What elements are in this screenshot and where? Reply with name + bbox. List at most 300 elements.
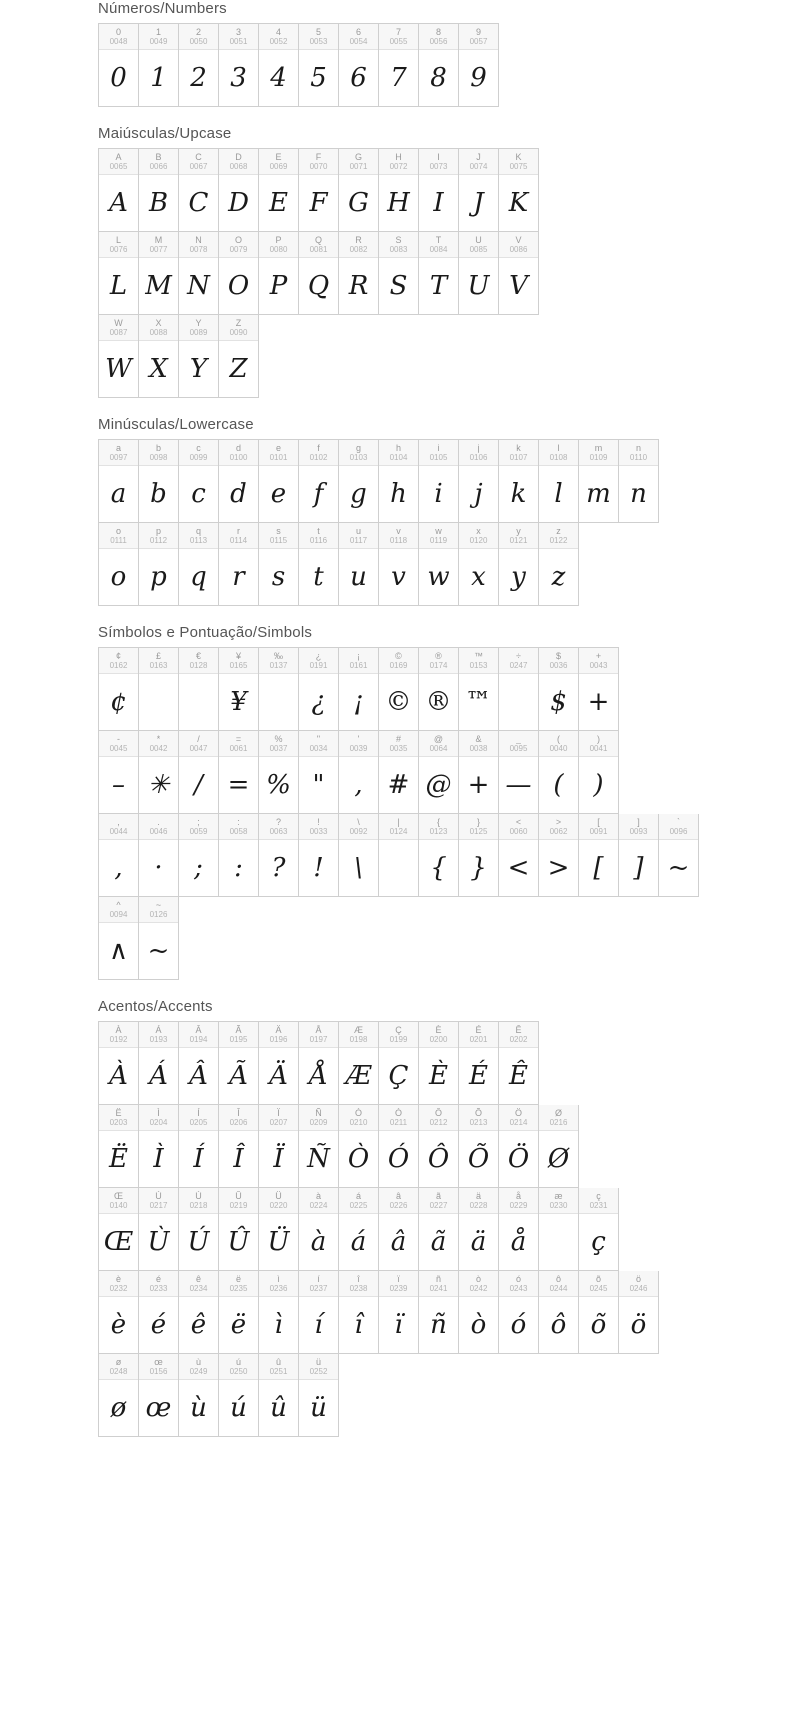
glyph-cell[interactable]	[419, 24, 459, 107]
glyph-cell[interactable]	[299, 648, 339, 731]
glyph-cell[interactable]	[419, 1271, 459, 1354]
glyph-cell[interactable]	[139, 149, 179, 232]
glyph-code-label: 0113	[189, 536, 208, 545]
glyph-cell[interactable]	[99, 648, 139, 731]
glyph-cell[interactable]	[139, 24, 179, 107]
glyph-preview	[219, 757, 258, 813]
glyph-code-label: 0105	[429, 453, 448, 462]
glyph-code-label: 0104	[389, 453, 408, 462]
glyph-cell[interactable]	[179, 648, 219, 731]
glyph-cell[interactable]	[459, 149, 499, 232]
glyph-cell-header	[379, 1105, 418, 1131]
glyph-code-label: 0067	[189, 162, 208, 171]
glyph-cell[interactable]	[539, 814, 579, 897]
glyph-cell-header	[379, 24, 418, 50]
glyph-character-label: ÷	[516, 651, 521, 661]
glyph-cell[interactable]	[499, 1105, 539, 1188]
glyph-character-label: Î	[237, 1108, 240, 1118]
glyph-code-label: 0241	[429, 1284, 448, 1293]
glyph-cell[interactable]	[179, 315, 219, 398]
glyph-cell[interactable]	[339, 440, 379, 523]
glyph-character-label: +	[595, 651, 602, 661]
glyph-cell[interactable]	[179, 149, 219, 232]
glyph-cell[interactable]	[179, 232, 219, 315]
glyph-cell[interactable]	[99, 440, 139, 523]
glyph-code-label: 0089	[189, 328, 208, 337]
glyph-character-label: I	[437, 152, 440, 162]
glyph-character-label: S	[395, 235, 402, 245]
glyph-cell[interactable]	[219, 1105, 259, 1188]
glyph-cell-header	[459, 1105, 498, 1131]
glyph-cell-header	[259, 814, 298, 840]
glyph-preview	[179, 1214, 218, 1270]
glyph-cell[interactable]	[579, 1271, 619, 1354]
glyph-sample: <	[507, 853, 530, 883]
glyph-cell[interactable]	[179, 24, 219, 107]
glyph-cell[interactable]	[259, 1354, 299, 1437]
glyph-code-label: 0106	[469, 453, 488, 462]
glyph-cell[interactable]	[179, 1022, 219, 1105]
glyph-cell[interactable]	[139, 897, 179, 980]
glyph-cell[interactable]	[99, 897, 139, 980]
glyph-cell-header	[459, 24, 498, 50]
glyph-cell[interactable]	[219, 1271, 259, 1354]
glyph-cell[interactable]	[379, 24, 419, 107]
glyph-cell[interactable]	[379, 1271, 419, 1354]
glyph-cell[interactable]	[179, 814, 219, 897]
glyph-cell[interactable]	[339, 149, 379, 232]
glyph-cell[interactable]	[659, 814, 699, 897]
glyph-cell-header	[459, 1188, 498, 1214]
glyph-sample: S	[389, 271, 408, 301]
glyph-cell[interactable]	[339, 731, 379, 814]
glyph-cell[interactable]	[99, 731, 139, 814]
glyph-cell[interactable]	[459, 814, 499, 897]
glyph-preview	[339, 1131, 378, 1187]
glyph-cell[interactable]	[379, 149, 419, 232]
glyph-character-label: Ø	[554, 1108, 562, 1118]
glyph-cell[interactable]	[139, 1271, 179, 1354]
glyph-preview	[339, 1297, 378, 1353]
glyph-code-label: 0224	[309, 1201, 328, 1210]
glyph-character-label: £	[155, 651, 161, 661]
glyph-cell[interactable]	[539, 1188, 579, 1271]
glyph-cell-header	[219, 440, 258, 466]
glyph-sample: á	[350, 1227, 367, 1257]
glyph-code-label: 0072	[389, 162, 408, 171]
glyph-cell[interactable]	[459, 24, 499, 107]
glyph-cell[interactable]	[419, 731, 459, 814]
glyph-preview	[99, 549, 138, 605]
glyph-cell[interactable]	[419, 814, 459, 897]
glyph-cell[interactable]	[379, 232, 419, 315]
glyph-character-label: ¥	[235, 651, 241, 661]
glyph-cell[interactable]	[339, 1271, 379, 1354]
glyph-sample: ñ	[430, 1310, 447, 1340]
glyph-cell-header	[379, 731, 418, 757]
glyph-cell[interactable]	[459, 648, 499, 731]
glyph-cell[interactable]	[499, 814, 539, 897]
glyph-cell[interactable]	[179, 731, 219, 814]
glyph-character-label: 9	[475, 27, 481, 37]
glyph-cell[interactable]	[99, 315, 139, 398]
glyph-cell[interactable]	[139, 731, 179, 814]
glyph-cell-header	[179, 1022, 218, 1048]
glyph-code-label: 0082	[349, 245, 368, 254]
glyph-cell[interactable]	[179, 523, 219, 606]
glyph-cell[interactable]	[339, 523, 379, 606]
glyph-cell[interactable]	[419, 440, 459, 523]
glyph-character-label: Ó	[394, 1108, 402, 1118]
glyph-cell[interactable]	[299, 24, 339, 107]
glyph-code-label: 0126	[149, 910, 168, 919]
glyph-character-label: M	[154, 235, 163, 245]
glyph-cell[interactable]	[499, 1022, 539, 1105]
glyph-cell[interactable]	[219, 149, 259, 232]
glyph-preview	[499, 1214, 538, 1270]
glyph-code-label: 0244	[549, 1284, 568, 1293]
glyph-cell[interactable]	[259, 523, 299, 606]
glyph-cell[interactable]	[99, 814, 139, 897]
glyph-cell[interactable]	[219, 648, 259, 731]
glyph-code-label: 0163	[149, 661, 168, 670]
glyph-cell[interactable]	[499, 648, 539, 731]
glyph-code-label: 0096	[669, 827, 688, 836]
glyph-character-label: P	[275, 235, 282, 245]
glyph-cell-header	[339, 440, 378, 466]
glyph-character-label: |	[397, 817, 400, 827]
glyph-character-label: œ	[154, 1357, 163, 1367]
glyph-cell-header	[219, 1271, 258, 1297]
glyph-cell[interactable]	[419, 523, 459, 606]
glyph-cell[interactable]	[499, 149, 539, 232]
glyph-cell[interactable]	[419, 1188, 459, 1271]
glyph-cell[interactable]	[419, 149, 459, 232]
glyph-cell[interactable]	[259, 232, 299, 315]
glyph-cell[interactable]	[379, 648, 419, 731]
glyph-cell[interactable]	[139, 814, 179, 897]
glyph-cell[interactable]	[419, 1022, 459, 1105]
glyph-cell[interactable]	[259, 24, 299, 107]
glyph-cell[interactable]	[179, 1105, 219, 1188]
glyph-sample: [	[593, 853, 604, 883]
glyph-code-label: 0108	[549, 453, 568, 462]
glyph-cell[interactable]	[299, 149, 339, 232]
glyph-sample: ò	[470, 1310, 487, 1340]
glyph-code-label: 0111	[110, 536, 127, 545]
glyph-cell[interactable]	[299, 731, 339, 814]
glyph-cell[interactable]	[459, 1022, 499, 1105]
glyph-sample: G	[348, 188, 369, 218]
glyph-preview	[179, 466, 218, 522]
glyph-sample: l	[554, 479, 563, 509]
glyph-sample: Ï	[273, 1144, 284, 1174]
glyph-cell-header	[619, 1271, 658, 1297]
glyph-rows	[0, 647, 800, 980]
glyph-cell[interactable]	[99, 1105, 139, 1188]
glyph-cell[interactable]	[99, 1022, 139, 1105]
glyph-cell[interactable]	[339, 814, 379, 897]
glyph-sample: í	[314, 1310, 323, 1340]
glyph-cell[interactable]	[99, 523, 139, 606]
glyph-cell[interactable]	[139, 440, 179, 523]
glyph-cell[interactable]	[99, 24, 139, 107]
glyph-cell[interactable]	[579, 440, 619, 523]
glyph-cell[interactable]	[379, 1105, 419, 1188]
glyph-cell-header	[379, 1188, 418, 1214]
glyph-cell[interactable]	[539, 1105, 579, 1188]
glyph-cell[interactable]	[299, 814, 339, 897]
glyph-cell[interactable]	[379, 1022, 419, 1105]
glyph-cell-header	[219, 523, 258, 549]
glyph-sample: ,	[354, 770, 363, 800]
glyph-sample: ✳	[147, 770, 170, 800]
glyph-code-label: 0228	[469, 1201, 488, 1210]
glyph-preview	[459, 1297, 498, 1353]
glyph-cell[interactable]	[299, 232, 339, 315]
glyph-cell[interactable]	[219, 232, 259, 315]
glyph-sample: ¿	[311, 687, 326, 717]
glyph-cell-header	[139, 814, 178, 840]
glyph-cell-header	[579, 1188, 618, 1214]
glyph-sample: E	[269, 188, 288, 218]
glyph-cell[interactable]	[539, 523, 579, 606]
glyph-cell[interactable]	[139, 523, 179, 606]
section-title: Símbolos e Pontuação/Simbols	[98, 624, 313, 641]
glyph-character-label: n	[635, 443, 641, 453]
glyph-cell-header	[459, 814, 498, 840]
glyph-cell[interactable]	[499, 440, 539, 523]
glyph-code-label: 0109	[589, 453, 608, 462]
glyph-cell[interactable]	[259, 814, 299, 897]
glyph-cell[interactable]	[499, 232, 539, 315]
glyph-cell[interactable]	[259, 1105, 299, 1188]
glyph-cell[interactable]	[339, 648, 379, 731]
glyph-preview	[259, 757, 298, 813]
glyph-cell-header	[299, 1188, 338, 1214]
glyph-preview	[219, 1214, 258, 1270]
glyph-sample: p	[150, 562, 167, 592]
glyph-cell[interactable]	[179, 1354, 219, 1437]
glyph-code-label: 0194	[189, 1035, 208, 1044]
glyph-character-label: V	[515, 235, 522, 245]
glyph-cell[interactable]	[419, 1105, 459, 1188]
glyph-cell[interactable]	[259, 648, 299, 731]
glyph-cell[interactable]	[619, 440, 659, 523]
glyph-cell[interactable]	[99, 1188, 139, 1271]
glyph-cell[interactable]	[339, 1105, 379, 1188]
glyph-character-label: ô	[555, 1274, 561, 1284]
glyph-code-label: 0246	[629, 1284, 648, 1293]
glyph-cell[interactable]	[299, 1022, 339, 1105]
glyph-character-label: ¢	[115, 651, 121, 661]
glyph-cell[interactable]	[219, 814, 259, 897]
glyph-cell[interactable]	[579, 648, 619, 731]
glyph-character-label: *	[156, 734, 161, 744]
glyph-cell[interactable]	[339, 24, 379, 107]
glyph-sample: :	[234, 853, 243, 883]
glyph-cell[interactable]	[219, 1022, 259, 1105]
glyph-cell[interactable]	[539, 440, 579, 523]
glyph-cell[interactable]	[539, 1271, 579, 1354]
glyph-cell[interactable]	[459, 731, 499, 814]
glyph-cell[interactable]	[339, 1022, 379, 1105]
glyph-cell[interactable]	[299, 1271, 339, 1354]
glyph-cell[interactable]	[179, 1188, 219, 1271]
glyph-cell[interactable]	[139, 648, 179, 731]
glyph-preview	[419, 1131, 458, 1187]
glyph-cell[interactable]	[259, 440, 299, 523]
glyph-cell[interactable]	[459, 232, 499, 315]
glyph-cell[interactable]	[259, 1022, 299, 1105]
glyph-cell[interactable]	[379, 440, 419, 523]
glyph-code-label: 0051	[229, 37, 248, 46]
glyph-sample: Ø	[547, 1144, 570, 1174]
glyph-cell[interactable]	[259, 731, 299, 814]
glyph-preview	[499, 840, 538, 896]
glyph-cell[interactable]	[379, 731, 419, 814]
glyph-sample: ê	[190, 1310, 207, 1340]
glyph-cell[interactable]	[99, 1271, 139, 1354]
glyph-character-label: ^	[116, 900, 121, 910]
glyph-cell[interactable]	[259, 1188, 299, 1271]
glyph-row	[98, 897, 179, 980]
glyph-sample: M	[145, 271, 172, 301]
glyph-character-label: À	[115, 1025, 122, 1035]
glyph-sample: Ó	[387, 1144, 410, 1174]
glyph-cell[interactable]	[459, 440, 499, 523]
glyph-cell[interactable]	[619, 814, 659, 897]
glyph-preview	[339, 674, 378, 730]
glyph-cell[interactable]	[379, 1188, 419, 1271]
glyph-cell[interactable]	[499, 731, 539, 814]
glyph-preview	[379, 840, 418, 896]
glyph-sample: è	[110, 1310, 127, 1340]
glyph-cell[interactable]	[579, 731, 619, 814]
glyph-cell[interactable]	[459, 523, 499, 606]
glyph-character-label: m	[594, 443, 603, 453]
glyph-cell[interactable]	[219, 731, 259, 814]
glyph-cell[interactable]	[219, 440, 259, 523]
glyph-cell-header	[99, 315, 138, 341]
glyph-sample: õ	[590, 1310, 607, 1340]
glyph-cell[interactable]	[539, 648, 579, 731]
glyph-sample: ®	[425, 687, 452, 717]
glyph-cell[interactable]	[179, 1271, 219, 1354]
glyph-preview	[259, 840, 298, 896]
glyph-cell[interactable]	[379, 523, 419, 606]
glyph-preview	[139, 549, 178, 605]
glyph-cell[interactable]	[459, 1105, 499, 1188]
glyph-cell[interactable]	[139, 315, 179, 398]
glyph-code-label: 0061	[229, 744, 248, 753]
glyph-cell[interactable]	[139, 232, 179, 315]
glyph-cell[interactable]	[499, 1188, 539, 1271]
glyph-character-label: y	[516, 526, 521, 536]
glyph-sample: "	[312, 770, 325, 800]
glyph-cell[interactable]	[299, 440, 339, 523]
glyph-cell[interactable]	[99, 149, 139, 232]
glyph-cell[interactable]	[579, 1188, 619, 1271]
glyph-cell[interactable]	[139, 1188, 179, 1271]
glyph-cell[interactable]	[299, 1354, 339, 1437]
glyph-cell[interactable]	[219, 1188, 259, 1271]
glyph-cell[interactable]	[339, 232, 379, 315]
glyph-cell[interactable]	[99, 232, 139, 315]
glyph-sample: ¥	[230, 687, 247, 717]
glyph-cell[interactable]	[539, 731, 579, 814]
glyph-preview	[499, 1048, 538, 1104]
glyph-cell[interactable]	[459, 1271, 499, 1354]
glyph-cell[interactable]	[259, 1271, 299, 1354]
glyph-cell[interactable]	[299, 1105, 339, 1188]
glyph-code-label: 0076	[109, 245, 128, 254]
glyph-sample: $	[550, 687, 567, 717]
glyph-row	[98, 1188, 619, 1271]
glyph-cell[interactable]	[459, 1188, 499, 1271]
glyph-preview	[99, 258, 138, 314]
glyph-cell[interactable]	[219, 24, 259, 107]
glyph-cell[interactable]	[419, 648, 459, 731]
glyph-cell[interactable]	[499, 523, 539, 606]
glyph-preview	[219, 175, 258, 231]
glyph-cell[interactable]	[499, 1271, 539, 1354]
glyph-character-label: t	[317, 526, 320, 536]
glyph-cell[interactable]	[179, 440, 219, 523]
glyph-cell-header	[539, 1105, 578, 1131]
glyph-code-label: 0207	[269, 1118, 288, 1127]
glyph-cell[interactable]	[259, 149, 299, 232]
glyph-cell-header	[459, 731, 498, 757]
glyph-cell[interactable]	[339, 1188, 379, 1271]
glyph-sample: k	[510, 479, 527, 509]
glyph-code-label: 0198	[349, 1035, 368, 1044]
glyph-code-label: 0057	[469, 37, 488, 46]
glyph-code-label: 0229	[509, 1201, 528, 1210]
glyph-cell[interactable]	[299, 1188, 339, 1271]
glyph-sample: Ü	[267, 1227, 290, 1257]
glyph-cell[interactable]	[379, 814, 419, 897]
glyph-sample: é	[150, 1310, 167, 1340]
glyph-cell[interactable]	[419, 232, 459, 315]
glyph-cell-header	[379, 232, 418, 258]
glyph-cell[interactable]	[219, 523, 259, 606]
glyph-preview	[299, 258, 338, 314]
glyph-preview	[459, 1131, 498, 1187]
glyph-cell[interactable]	[619, 1271, 659, 1354]
glyph-cell[interactable]	[219, 315, 259, 398]
glyph-cell[interactable]	[579, 814, 619, 897]
glyph-character-label: l	[557, 443, 560, 453]
glyph-sample: ü	[310, 1393, 327, 1423]
glyph-code-label: 0200	[429, 1035, 448, 1044]
glyph-cell[interactable]	[139, 1354, 179, 1437]
glyph-preview	[379, 466, 418, 522]
glyph-cell-header	[219, 1022, 258, 1048]
glyph-sample: V	[509, 271, 528, 301]
glyph-cell[interactable]	[139, 1105, 179, 1188]
glyph-cell[interactable]	[219, 1354, 259, 1437]
glyph-character-label: Í	[197, 1108, 200, 1118]
glyph-cell-header	[179, 232, 218, 258]
glyph-cell[interactable]	[139, 1022, 179, 1105]
glyph-cell[interactable]	[299, 523, 339, 606]
glyph-code-label: 0227	[429, 1201, 448, 1210]
glyph-sample: {	[430, 853, 447, 883]
glyph-code-label: 0115	[269, 536, 288, 545]
glyph-cell[interactable]	[99, 1354, 139, 1437]
glyph-sample: ,	[114, 853, 123, 883]
